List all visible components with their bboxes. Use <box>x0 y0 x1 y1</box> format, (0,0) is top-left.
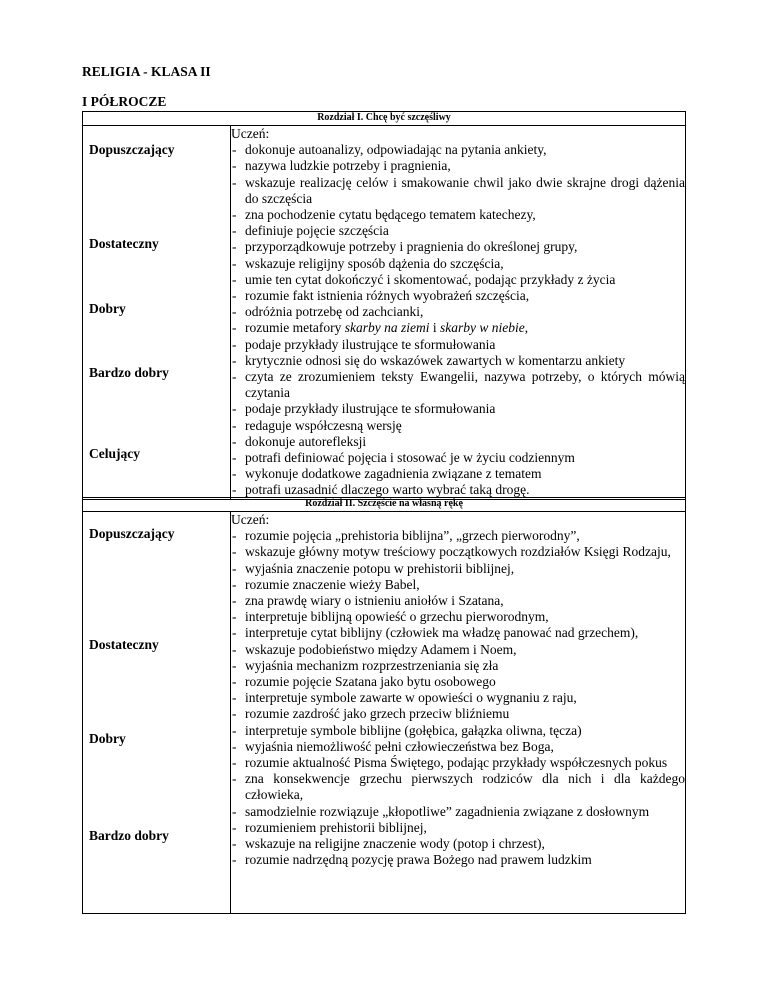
criteria-item: - przyporządkowuje potrzeby i pragnienia do określonej grupy, <box>231 239 685 255</box>
grade-label: Dobry <box>89 301 126 316</box>
criteria-item: - wskazuje podobieństwo między Adamem i Noem, <box>231 642 685 658</box>
criteria-item: - zna konsekwencje grzechu pierwszych rodziców dla nich i dla każdego człowieka, <box>231 771 685 803</box>
criteria-item: - rozumie znaczenie wieży Babel, <box>231 577 685 593</box>
criteria-lead: Uczeń: <box>231 512 270 527</box>
criteria-item: - interpretuje symbole zawarte w opowieści o wygnaniu z raju, <box>231 690 685 706</box>
criteria-item: - dokonuje autoanalizy, odpowiadając na pytania ankiety, <box>231 142 685 158</box>
page-title: RELIGIA - KLASA II <box>82 64 211 79</box>
grade-label: Dopuszczający <box>89 142 175 157</box>
grade-label: Dostateczny <box>89 637 159 652</box>
criteria-item: - odróżnia potrzebę od zachcianki, <box>231 304 685 320</box>
criteria-item: - interpretuje cytat biblijny (człowiek ma władzę panować nad grzechem), <box>231 625 685 641</box>
chapter-2-title: Rozdział II. Szczęście na własną rękę <box>83 498 686 512</box>
chapter-2-table <box>82 497 686 914</box>
criteria-item: - redaguje współczesną wersję <box>231 418 685 434</box>
criteria-item: - potrafi definiować pojęcia i stosować je w życiu codziennym <box>231 450 685 466</box>
chapter-2-grades-cell <box>83 512 231 914</box>
criteria-item: - wykonuje dodatkowe zagadnienia związane z tematem <box>231 466 685 482</box>
chapter-1-table <box>82 111 686 500</box>
criteria-item-text: rozumie metafory <box>245 320 345 336</box>
grade-label: Celujący <box>89 446 140 461</box>
criteria-item: - rozumie fakt istnienia różnych wyobrażeń szczęścia, <box>231 288 685 304</box>
criteria-item: - interpretuje symbole biblijne (gołębica, gałązka oliwna, tęcza) <box>231 723 685 739</box>
criteria-item: - umie ten cytat dokończyć i skomentować, podając przykłady z życia <box>231 272 685 288</box>
criteria-item: - definiuje pojęcie szczęścia <box>231 223 685 239</box>
criteria-item: - wskazuje na religijne znaczenie wody (potop i chrzest), <box>231 836 685 852</box>
criteria-item-emphasis: skarby w niebie <box>439 320 525 336</box>
criteria-item: - potrafi uzasadnić dlaczego warto wybrać taką drogę. <box>231 482 685 498</box>
criteria-item: - zna pochodzenie cytatu będącego tematem katechezy, <box>231 207 685 223</box>
criteria-item <box>231 320 685 336</box>
criteria-item: - wyjaśnia mechanizm rozprzestrzeniania się zła <box>231 658 685 674</box>
criteria-item-emphasis: skarby na ziemi <box>344 320 430 336</box>
criteria-item: - zna prawdę wiary o istnieniu aniołów i Szatana, <box>231 593 685 609</box>
grade-label: Dopuszczający <box>89 526 175 541</box>
grade-label: Bardzo dobry <box>89 828 169 843</box>
criteria-item: - wyjaśnia znaczenie potopu w prehistorii biblijnej, <box>231 561 685 577</box>
criteria-item: - wyjaśnia niemożliwość pełni człowieczeństwa bez Boga, <box>231 739 685 755</box>
grade-label: Bardzo dobry <box>89 365 169 380</box>
criteria-item: - wskazuje religijny sposób dążenia do szczęścia, <box>231 256 685 272</box>
criteria-item: - rozumie pojęcie Szatana jako bytu osobowego <box>231 674 685 690</box>
chapter-1-criteria-cell <box>231 126 686 500</box>
grade-label: Dostateczny <box>89 236 159 251</box>
criteria-item: - nazywa ludzkie potrzeby i pragnienia, <box>231 158 685 174</box>
criteria-item: - samodzielnie rozwiązuje „kłopotliwe” zagadnienia związane z dosłownym <box>231 804 685 820</box>
chapter-1-title: Rozdział I. Chcę być szczęśliwy <box>83 112 686 126</box>
criteria-item: - wskazuje główny motyw treściowy początkowych rozdziałów Księgi Rodzaju, <box>231 544 685 560</box>
criteria-item: - rozumie nadrzędną pozycję prawa Bożego nad prawem ludzkim <box>231 852 685 868</box>
criteria-item: - rozumie pojęcia „prehistoria biblijna”, „grzech pierworodny”, <box>231 528 685 544</box>
criteria-item: - podaje przykłady ilustrujące te sformułowania <box>231 401 685 417</box>
criteria-item: - rozumie aktualność Pisma Świętego, podając przykłady współczesnych pokus <box>231 755 685 771</box>
criteria-item-text: , <box>524 320 529 336</box>
criteria-list <box>231 142 685 498</box>
criteria-item: - rozumieniem prehistorii biblijnej, <box>231 820 685 836</box>
semester-heading: I PÓŁROCZE <box>82 94 167 109</box>
criteria-list <box>231 528 685 868</box>
grade-label: Dobry <box>89 731 126 746</box>
chapter-1-grades-cell <box>83 126 231 500</box>
criteria-item: - dokonuje autorefleksji <box>231 434 685 450</box>
criteria-item: - podaje przykłady ilustrujące te sformułowania <box>231 337 685 353</box>
criteria-item: - czyta ze zrozumieniem teksty Ewangelii, nazywa potrzeby, o których mówią czytania <box>231 369 685 401</box>
criteria-item: - rozumie zazdrość jako grzech przeciw bliźniemu <box>231 706 685 722</box>
criteria-item: - interpretuje biblijną opowieść o grzechu pierworodnym, <box>231 609 685 625</box>
criteria-lead: Uczeń: <box>231 126 270 141</box>
criteria-item: - wskazuje realizację celów i smakowanie chwil jako dwie skrajne drogi dążenia do szczęścia <box>231 175 685 207</box>
criteria-item-text: i <box>429 320 440 336</box>
chapter-2-criteria-cell <box>231 512 686 914</box>
criteria-item: - krytycznie odnosi się do wskazówek zawartych w komentarzu ankiety <box>231 353 685 369</box>
